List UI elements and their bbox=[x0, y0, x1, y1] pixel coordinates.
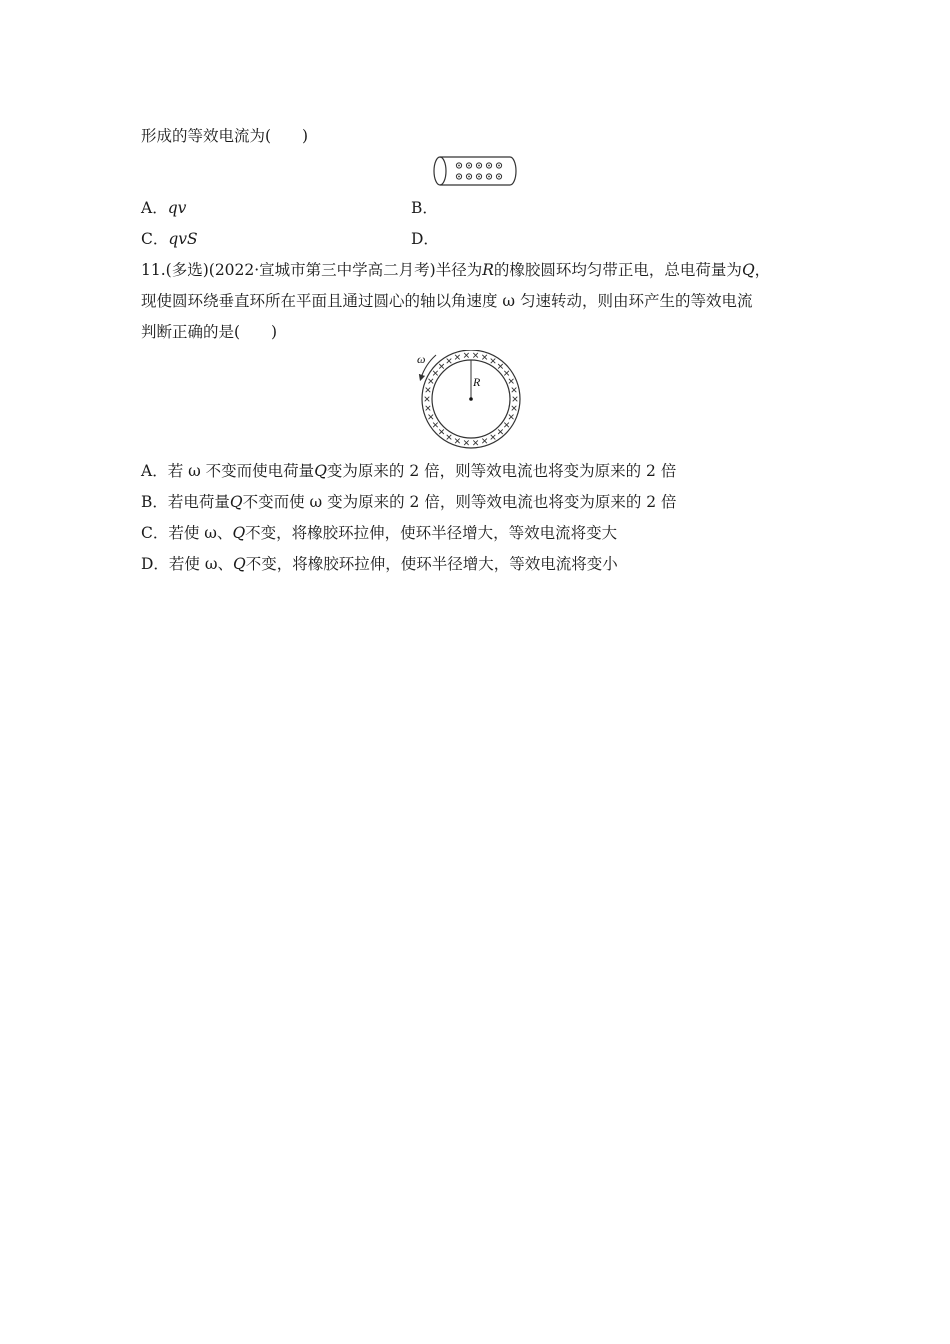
charge-cross-icon bbox=[512, 388, 517, 393]
omega-label: ω bbox=[417, 352, 426, 366]
charge-cross-icon bbox=[473, 440, 478, 445]
q10-option-c bbox=[141, 229, 198, 249]
charge-cross-icon bbox=[425, 397, 430, 402]
charge-cross-icon bbox=[429, 379, 434, 384]
question-source: (2022·宣城市第三中学高二月考) bbox=[208, 261, 436, 279]
question-11-line-2: 现使圆环绕垂直环所在平面且通过圆心的轴以角速度 ω 匀速转动，则由环产生的等效电流 bbox=[141, 292, 753, 310]
charge-cross-icon bbox=[464, 440, 469, 445]
q11-option-a-prefix: A．若 ω 不变而使电荷量 bbox=[141, 462, 315, 480]
charge-cross-icon bbox=[473, 353, 478, 358]
charge-cross-icon bbox=[447, 435, 452, 440]
charge-cross-icon bbox=[433, 371, 438, 376]
question-number: 11. bbox=[141, 261, 166, 279]
q10-option-c-value: qvS bbox=[168, 230, 198, 248]
charge-cross-icon bbox=[455, 439, 460, 444]
q11-option-c bbox=[141, 523, 617, 543]
charge-cross-icon bbox=[498, 429, 503, 434]
question-11-line-1 bbox=[141, 260, 770, 280]
q11-option-d-suffix: 不变，将橡胶环拉伸，使环半径增大，等效电流将变小 bbox=[245, 555, 618, 573]
q10-option-b bbox=[411, 198, 438, 218]
charge-cross-icon bbox=[455, 355, 460, 360]
q11-option-b-suffix: 不变而使 ω 变为原来的 2 倍，则等效电流也将变为原来的 2 倍 bbox=[242, 493, 677, 511]
radius-label: R bbox=[473, 375, 481, 389]
charge-cross-icon bbox=[504, 423, 509, 428]
charge-cross-icon bbox=[447, 359, 452, 364]
q11-option-b bbox=[141, 492, 677, 512]
q11-option-b-charge: Q bbox=[229, 493, 243, 511]
charge-cross-icon bbox=[464, 353, 469, 358]
question-11-line-3: 判断正确的是( ) bbox=[141, 323, 278, 341]
charge-cross-icon bbox=[498, 364, 503, 369]
charge-cross-icon bbox=[513, 397, 518, 402]
q10-option-d-label: D． bbox=[411, 230, 439, 248]
ring-figure bbox=[408, 350, 528, 450]
q10-option-a-label: A． bbox=[141, 199, 168, 217]
q11-option-a-suffix: 变为原来的 2 倍，则等效电流也将变为原来的 2 倍 bbox=[326, 462, 677, 480]
q10-option-a-value: qv bbox=[167, 199, 187, 217]
charge-cross-icon bbox=[439, 429, 444, 434]
q10-option-d bbox=[411, 229, 439, 249]
charge-cross-icon bbox=[512, 406, 517, 411]
charge-cross-icon bbox=[429, 415, 434, 420]
question-tag: (多选) bbox=[165, 261, 209, 279]
charge-cross-icon bbox=[491, 359, 496, 364]
charge-cross-icon bbox=[426, 388, 431, 393]
charge-cross-icon bbox=[433, 423, 438, 428]
charge-cross-icon bbox=[504, 371, 509, 376]
charge-cross-icon bbox=[426, 406, 431, 411]
q11-option-a-charge: Q bbox=[314, 462, 327, 480]
question-11-text-c: ， bbox=[754, 261, 771, 279]
charge-cross-icon bbox=[509, 379, 514, 384]
radius-symbol: R bbox=[482, 261, 494, 279]
q10-option-c-label: C． bbox=[141, 230, 169, 248]
q10-option-a bbox=[141, 198, 186, 218]
q11-option-c-charge: Q bbox=[232, 524, 246, 542]
q11-option-c-suffix: 不变，将橡胶环拉伸，使环半径增大，等效电流将变大 bbox=[245, 524, 618, 542]
charge-cross-icon bbox=[482, 439, 487, 444]
question-10-stem-tail: 形成的等效电流为( ) bbox=[141, 127, 309, 145]
charge-symbol: Q bbox=[741, 261, 755, 279]
charge-cross-icon bbox=[482, 355, 487, 360]
question-11-text-a: 半径为 bbox=[435, 261, 483, 279]
cylinder-figure bbox=[432, 155, 518, 187]
charge-cross-icon bbox=[491, 435, 496, 440]
q11-option-b-prefix: B．若电荷量 bbox=[141, 493, 230, 511]
q11-option-d bbox=[141, 554, 618, 574]
charge-cross-icon bbox=[439, 364, 444, 369]
q11-option-d-charge: Q bbox=[233, 555, 246, 573]
question-11-text-b: 的橡胶圆环均匀带正电，总电荷量为 bbox=[493, 261, 742, 279]
q11-option-a bbox=[141, 461, 676, 481]
q11-option-d-prefix: D．若使 ω、 bbox=[141, 555, 233, 573]
q11-option-c-prefix: C．若使 ω、 bbox=[141, 524, 233, 542]
charge-cross-icon bbox=[509, 415, 514, 420]
q10-option-b-label: B． bbox=[411, 199, 438, 217]
